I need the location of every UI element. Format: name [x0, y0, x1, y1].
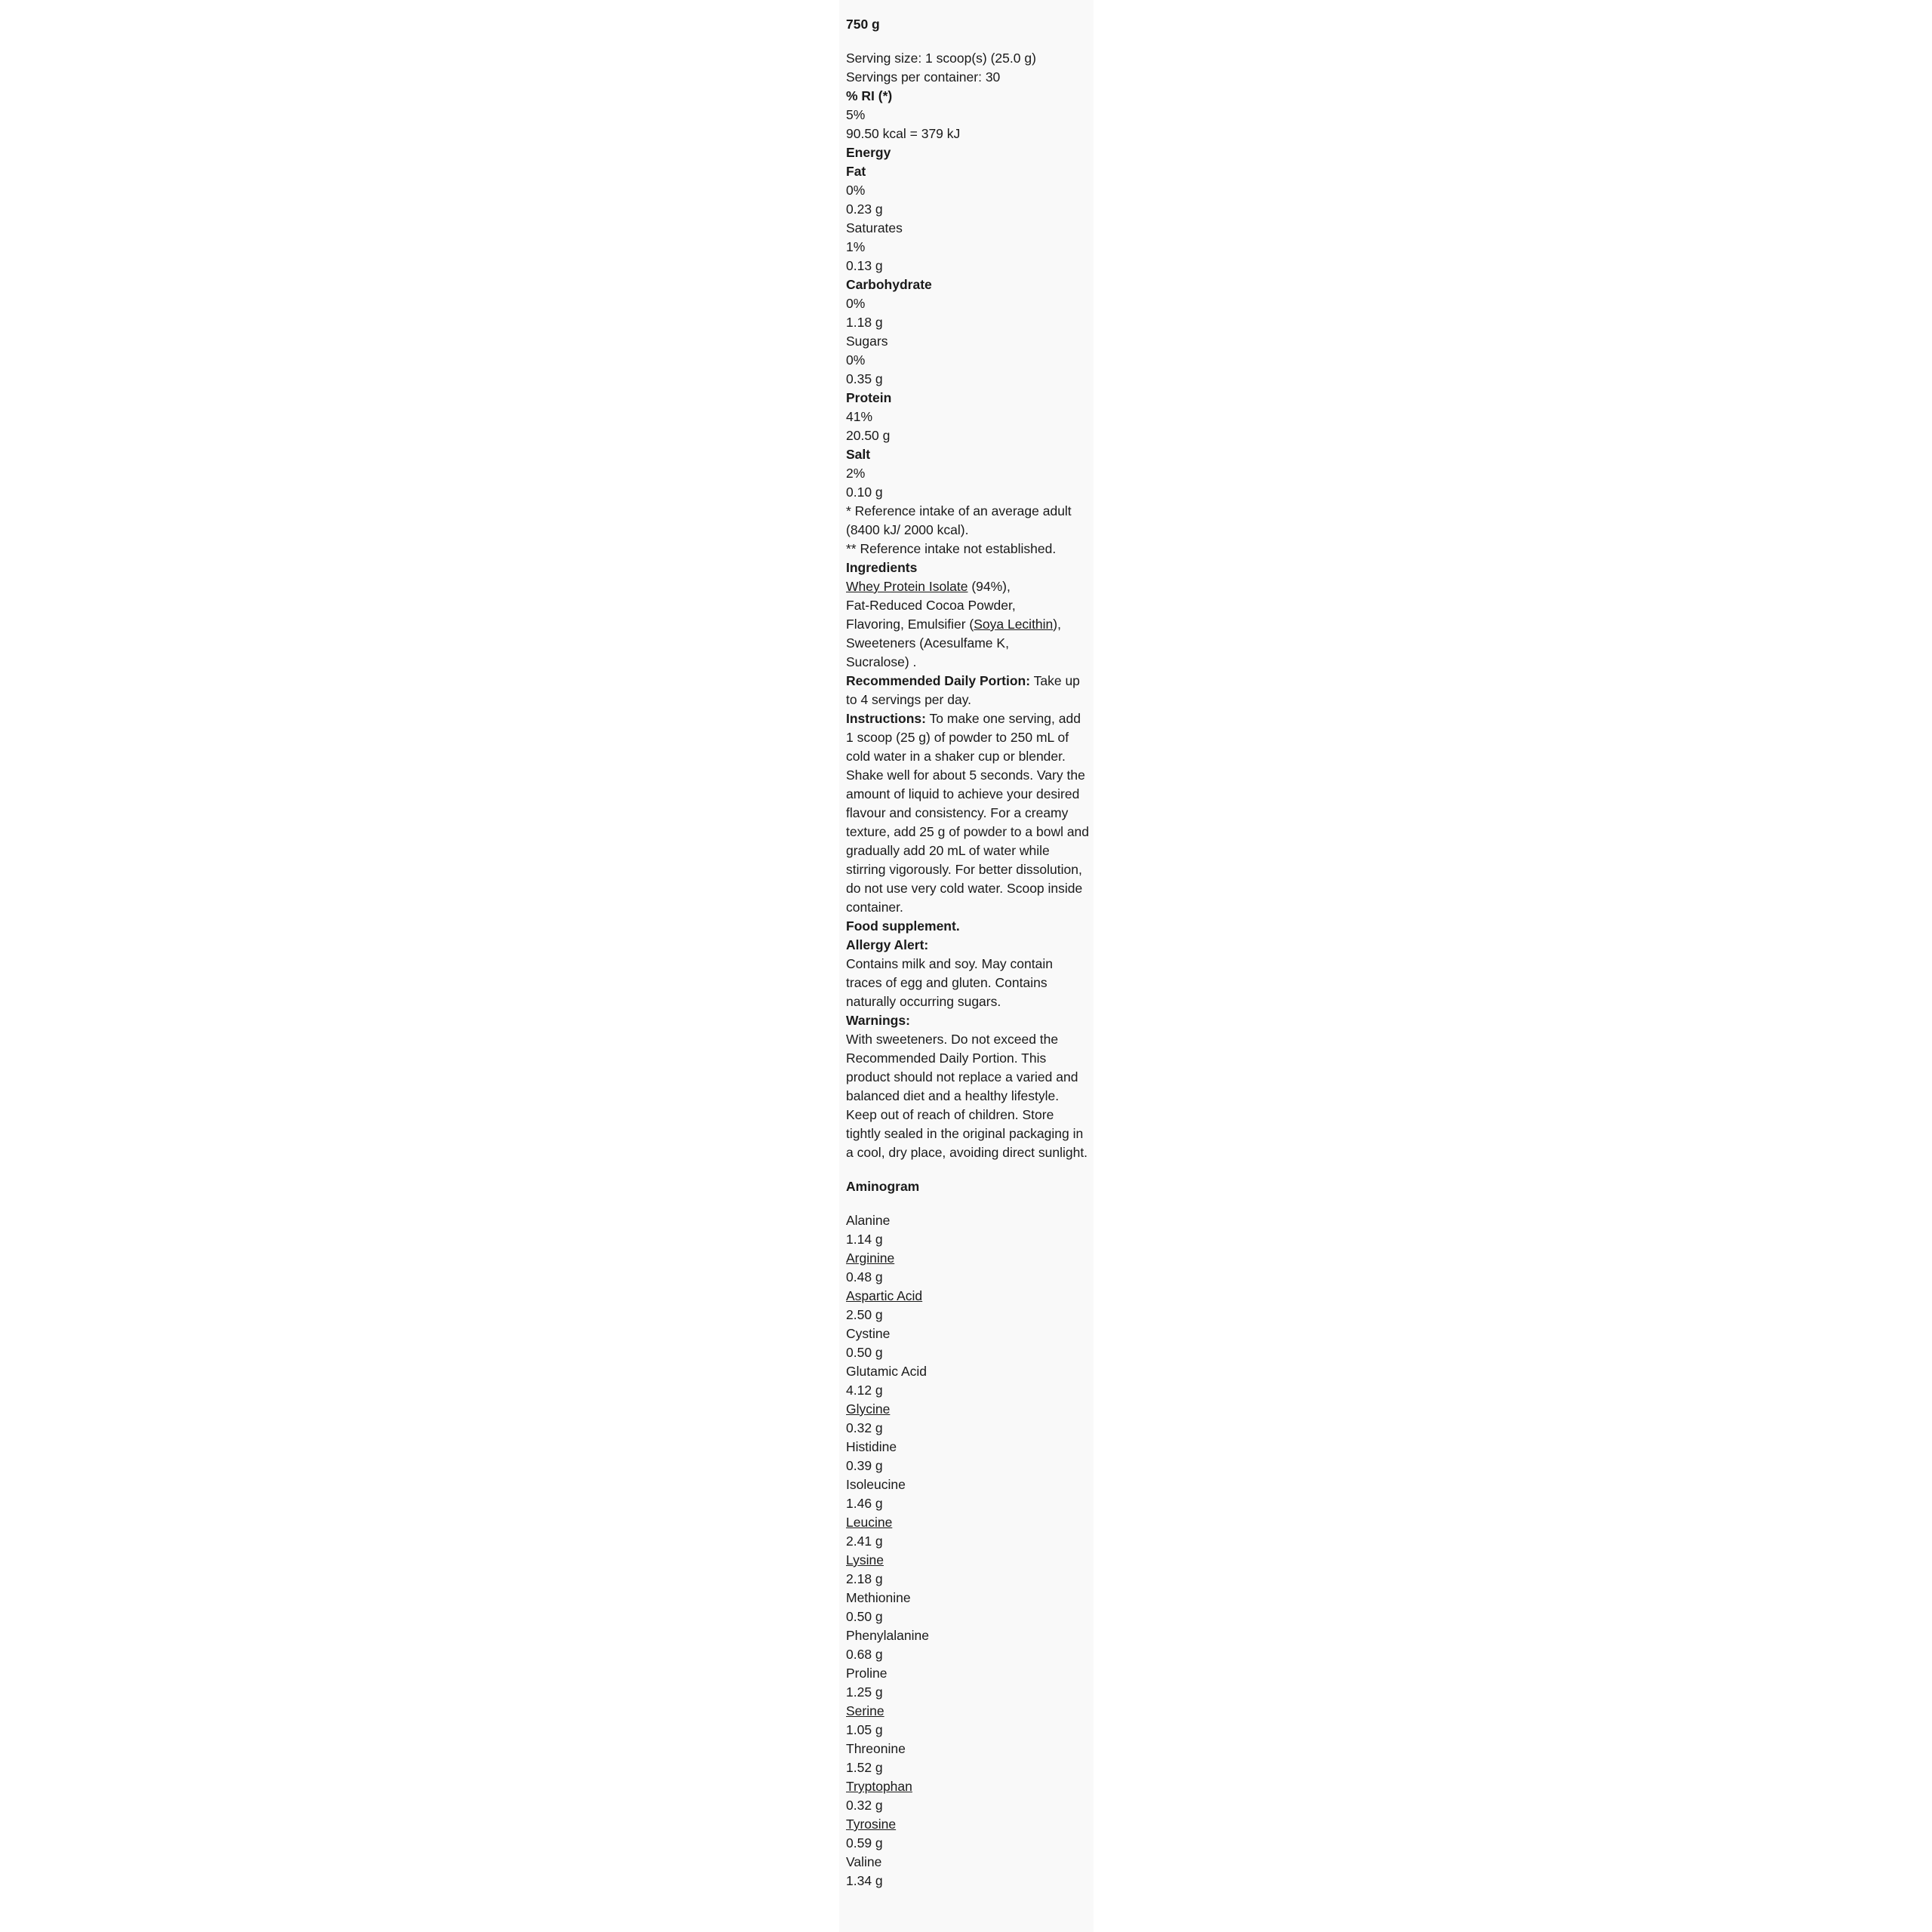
amino-acid-value: 2.50 g [846, 1307, 883, 1322]
amino-acid-value: 0.32 g [846, 1798, 883, 1813]
ingredients-heading: Ingredients [846, 560, 918, 575]
food-supplement: Food supplement. [846, 918, 960, 934]
ingredients-line: Sweeteners (Acesulfame K, [846, 635, 1009, 651]
amino-acid-link[interactable]: Serine [846, 1703, 884, 1718]
amino-acid-link[interactable]: Arginine [846, 1251, 895, 1266]
aminogram-list [846, 1211, 1091, 1890]
nutrient-value: 20.50 g [846, 428, 891, 443]
allergy-label: Allergy Alert: [846, 937, 929, 952]
amino-acid-value: 1.25 g [846, 1684, 883, 1700]
ingredients-line: Fat-Reduced Cocoa Powder, [846, 598, 1016, 613]
ingredients-text: ), [1053, 617, 1061, 632]
amino-acid-name: Glutamic Acid [846, 1364, 927, 1379]
amino-acid-name: Cystine [846, 1326, 891, 1341]
amino-acid-value: 0.32 g [846, 1420, 883, 1435]
servings-per-container: Servings per container: 30 [846, 69, 1001, 85]
nutrient-value: 0.23 g [846, 202, 883, 217]
nutrient-ri-pct: 1% [846, 239, 866, 254]
amino-acid-name: Isoleucine [846, 1477, 906, 1492]
nutrient-value: 1.18 g [846, 315, 883, 330]
amino-acid-link[interactable]: Tyrosine [846, 1817, 897, 1832]
amino-acid-value: 0.48 g [846, 1269, 883, 1284]
nutrient-label: Sugars [846, 334, 888, 349]
amino-acid-link[interactable]: Leucine [846, 1515, 893, 1530]
nutrient-value: 0.10 g [846, 485, 883, 500]
instructions [846, 709, 1091, 917]
nutrient-ri-pct: 41% [846, 409, 873, 424]
energy-value: 90.50 kcal = 379 kJ [846, 126, 961, 141]
ingredients-text: Flavoring, Emulsifier ( [846, 617, 974, 632]
energy-label: Energy [846, 145, 891, 160]
amino-acid-link[interactable]: Lysine [846, 1552, 884, 1567]
footnote-ri-not-established: ** Reference intake not established. [846, 541, 1057, 556]
amino-acid-value: 1.14 g [846, 1232, 883, 1247]
ingredients-line [846, 615, 1091, 634]
daily-portion-text: Take up to 4 servings per day. [846, 673, 1080, 707]
nutrient-ri-pct: 0% [846, 183, 866, 198]
amino-acid-name: Methionine [846, 1590, 911, 1605]
nutrient-label: Fat [846, 164, 866, 179]
energy-pct: 5% [846, 107, 866, 122]
amino-acid-value: 2.18 g [846, 1571, 883, 1586]
aminogram-heading: Aminogram [846, 1179, 920, 1194]
serving-size: Serving size: 1 scoop(s) (25.0 g) [846, 51, 1036, 66]
amino-acid-value: 1.52 g [846, 1760, 883, 1775]
amino-acid-name: Valine [846, 1854, 882, 1869]
warnings-label: Warnings: [846, 1013, 910, 1028]
amino-acid-value: 1.05 g [846, 1722, 883, 1737]
ingredients-line: Sucralose) . [846, 654, 917, 669]
amino-acid-name: Proline [846, 1666, 888, 1681]
amino-acid-value: 1.34 g [846, 1873, 883, 1888]
ingredients-line [846, 577, 1091, 596]
nutrition-panel [839, 0, 1094, 1932]
amino-acid-value: 4.12 g [846, 1383, 883, 1398]
instructions-label: Instructions: [846, 711, 926, 726]
amino-acid-name: Threonine [846, 1741, 906, 1756]
soya-lecithin-link[interactable]: Soya Lecithin [974, 617, 1054, 632]
amino-acid-value: 0.50 g [846, 1345, 883, 1360]
ingredients-whey-pct: (94%), [968, 579, 1011, 594]
nutrient-label: Salt [846, 447, 871, 462]
allergy-text: Contains milk and soy. May contain traces of egg and gluten. Contains naturally occurring sugars. [846, 956, 1053, 1009]
package-size: 750 g [846, 17, 880, 32]
footnote-ri: * Reference intake of an average adult [846, 503, 1072, 518]
whey-protein-isolate-link[interactable]: Whey Protein Isolate [846, 579, 968, 594]
footnote-ri-values: (8400 kJ/ 2000 kcal). [846, 522, 969, 537]
nutrient-label: Carbohydrate [846, 277, 932, 292]
amino-acid-value: 1.46 g [846, 1496, 883, 1511]
daily-portion-label: Recommended Daily Portion: [846, 673, 1031, 688]
nutrient-value: 0.13 g [846, 258, 883, 273]
nutrient-ri-pct: 2% [846, 466, 866, 481]
amino-acid-value: 2.41 g [846, 1534, 883, 1549]
amino-acid-value: 0.59 g [846, 1835, 883, 1850]
amino-acid-name: Histidine [846, 1439, 897, 1454]
nutrition-content [846, 15, 1091, 1890]
nutrient-ri-pct: 0% [846, 352, 866, 368]
amino-acid-value: 0.39 g [846, 1458, 883, 1473]
amino-acid-name: Alanine [846, 1213, 891, 1228]
amino-acid-link[interactable]: Aspartic Acid [846, 1288, 923, 1303]
nutrient-list [846, 162, 1091, 502]
nutrient-label: Saturates [846, 220, 903, 235]
amino-acid-link[interactable]: Tryptophan [846, 1779, 912, 1794]
nutrient-label: Protein [846, 390, 892, 405]
ri-header: % RI (*) [846, 88, 893, 103]
nutrient-ri-pct: 0% [846, 296, 866, 311]
daily-portion [846, 672, 1091, 709]
amino-acid-value: 0.68 g [846, 1647, 883, 1662]
amino-acid-name: Phenylalanine [846, 1628, 929, 1643]
instructions-text: To make one serving, add 1 scoop (25 g) of powder to 250 mL of cold water in a shaker cup or blender. Shake well for about 5 seconds. Vary the amount of liquid to achieve your desired flavour and consistency. For a creamy texture, add 25 g of powder to a bowl and gradually add 20 mL of water while stirring vigorously. For better dissolution, do not use very cold water. Scoop inside container. [846, 711, 1090, 915]
warnings-text: With sweeteners. Do not exceed the Recommended Daily Portion. This product should not replace a varied and balanced diet and a healthy lifestyle. Keep out of reach of children. Store tightly sealed in the original packaging in a cool, dry place, avoiding direct sunlight. [846, 1032, 1088, 1160]
amino-acid-value: 0.50 g [846, 1609, 883, 1624]
amino-acid-link[interactable]: Glycine [846, 1401, 891, 1417]
nutrient-value: 0.35 g [846, 371, 883, 386]
